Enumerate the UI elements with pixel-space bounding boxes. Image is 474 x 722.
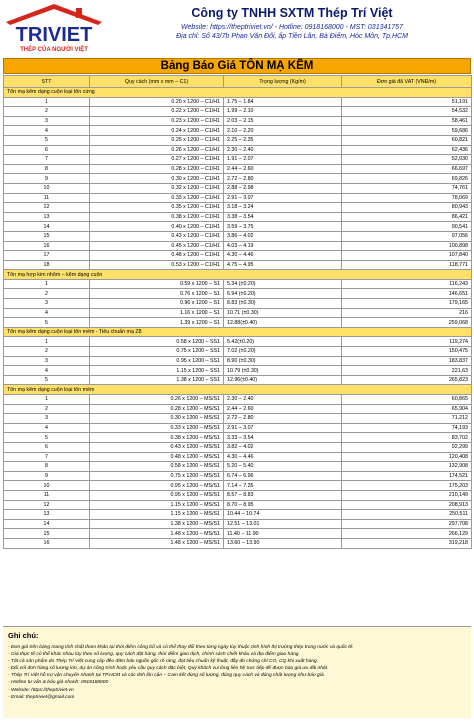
table-row (4, 414, 472, 424)
weight-cell: 8.90 (±0.30) (224, 356, 342, 366)
stt-cell: 3 (4, 299, 90, 309)
price-cell: 78,069 (342, 193, 472, 203)
stt-cell: 18 (4, 260, 90, 270)
note-line: - Hotline tư vấn & báo giá nhanh: 0918168000 (8, 680, 109, 686)
table-row (4, 356, 472, 366)
stt-cell: 12 (4, 500, 90, 510)
table-row (4, 404, 472, 414)
price-cell: 119,274 (342, 337, 472, 347)
price-cell: 266,129 (342, 529, 472, 539)
price-cell: 59,686 (342, 126, 472, 136)
weight-cell: 5.42(±0.20) (224, 337, 342, 347)
stt-cell: 6 (4, 442, 90, 452)
logo-text: TRIVIET (15, 24, 93, 46)
spec-cell: 0.22 x 1200 – C1/H1 (90, 107, 224, 117)
stt-cell: 1 (4, 395, 90, 405)
weight-cell: 1.91 – 2.07 (224, 155, 342, 165)
stt-cell: 3 (4, 356, 90, 366)
price-cell: 150,475 (342, 347, 472, 357)
table-row (4, 395, 472, 405)
price-table (3, 75, 472, 549)
stt-cell: 2 (4, 347, 90, 357)
price-cell: 90,541 (342, 222, 472, 232)
spec-cell: 1.16 x 1200 – S1 (90, 308, 224, 318)
price-cell: 80,943 (342, 203, 472, 213)
spec-cell: 0.23 x 1200 – C1/H1 (90, 116, 224, 126)
spec-cell: 0.35 x 1200 – C1/H1 (90, 203, 224, 213)
company-contact[interactable]: Website: https://theptriviet.vn/ - Hotline: 0918168000 - MST: 031341757 (181, 24, 403, 31)
weight-cell: 4.03 – 4.19 (224, 241, 342, 251)
stt-cell: 7 (4, 155, 90, 165)
table-row (4, 433, 472, 443)
weight-cell: 7.14 – 7.35 (224, 481, 342, 491)
price-cell: 146,651 (342, 289, 472, 299)
logo-slogan: THÉP CỦA NGƯỜI VIỆT (20, 47, 88, 53)
price-cell: 210,149 (342, 490, 472, 500)
table-row (4, 538, 472, 548)
table-row (4, 471, 472, 481)
price-cell: 62,436 (342, 145, 472, 155)
price-cell: 71,212 (342, 414, 472, 424)
weight-cell: 6.94 (±0.20) (224, 289, 342, 299)
price-cell: 60,865 (342, 395, 472, 405)
table-row (4, 289, 472, 299)
table-row (4, 203, 472, 213)
stt-cell: 3 (4, 116, 90, 126)
note-line: - Đối với đơn hàng số lượng lớn, dự án công trình hoặc yêu cầu quy cách đặc biệt, Quý khách vui lòng liên hệ trực tiếp để được báo giá ưu đãi nhất. (8, 666, 329, 672)
price-cell: 51,191 (342, 97, 472, 107)
weight-cell: 10.79 (±0.30) (224, 366, 342, 376)
table-row (4, 107, 472, 117)
column-header-weight: Trọng lượng (Kg/m) (224, 76, 342, 88)
table-row (4, 481, 472, 491)
stt-cell: 14 (4, 222, 90, 232)
price-cell: 297,708 (342, 519, 472, 529)
stt-cell: 8 (4, 462, 90, 472)
spec-cell: 1.38 x 1200 – MS/S1 (90, 519, 224, 529)
weight-cell: 2.44 – 2.60 (224, 164, 342, 174)
company-address: Địa chỉ: Số 43/7b Phan Văn Đối, ấp Tiền Lân, Bà Điểm, Hóc Môn, Tp.HCM (176, 33, 408, 40)
stt-cell: 10 (4, 481, 90, 491)
section-title: Tôn mạ hợp kim nhôm – kẽm dạng cuộn (4, 270, 472, 280)
spec-cell: 0.43 x 1200 – MS/S1 (90, 442, 224, 452)
stt-cell: 1 (4, 279, 90, 289)
price-cell: 97,056 (342, 231, 472, 241)
section-header-row (4, 270, 472, 280)
table-row (4, 135, 472, 145)
section-title: Tôn mạ kẽm dạng cuộn loại tôn mềm - Tiêu chuẩn mạ Z8 (4, 327, 472, 337)
price-cell: 69,826 (342, 174, 472, 184)
spec-cell: 0.43 x 1200 – C1/H1 (90, 231, 224, 241)
stt-cell: 16 (4, 241, 90, 251)
weight-cell: 5.34 (±0.20) (224, 279, 342, 289)
note-line: - Website: https://theptriviet.vn (8, 687, 74, 693)
weight-cell: 1.75 – 1.84 (224, 97, 342, 107)
price-cell: 74,193 (342, 423, 472, 433)
notes-list (8, 644, 466, 701)
price-cell: 118,771 (342, 260, 472, 270)
section-header-row (4, 88, 472, 98)
price-cell: 265,823 (342, 375, 472, 385)
table-row (4, 375, 472, 385)
stt-cell: 5 (4, 135, 90, 145)
stt-cell: 5 (4, 375, 90, 385)
price-cell: 86,421 (342, 212, 472, 222)
spec-cell: 0.45 x 1200 – C1/H1 (90, 241, 224, 251)
notes-section (3, 626, 471, 718)
weight-cell: 3.38 – 3.54 (224, 212, 342, 222)
spec-cell: 0.95 x 1200 – SS1 (90, 356, 224, 366)
weight-cell: 3.33 – 3.54 (224, 433, 342, 443)
table-row (4, 529, 472, 539)
stt-cell: 13 (4, 510, 90, 520)
stt-cell: 11 (4, 193, 90, 203)
note-line: - Giá thực tế có thể khác nhau tùy theo số lượng, quy cách đặt hàng, thời điểm giao dịch, chính sách chiết khấu và địa điểm giao hàng. (8, 652, 300, 658)
stt-cell: 17 (4, 251, 90, 261)
stt-cell: 14 (4, 519, 90, 529)
weight-cell: 3.18 – 3.24 (224, 203, 342, 213)
spec-cell: 1.15 x 1200 – MS/S1 (90, 510, 224, 520)
table-row (4, 183, 472, 193)
spec-cell: 0.48 x 1200 – MS/S1 (90, 452, 224, 462)
spec-cell: 0.96 x 1200 – S1 (90, 299, 224, 309)
stt-cell: 11 (4, 490, 90, 500)
price-cell: 92,299 (342, 442, 472, 452)
table-row (4, 510, 472, 520)
section-header-row (4, 327, 472, 337)
weight-cell: 2.25 – 2.35 (224, 135, 342, 145)
notes-title: Ghi chú: (8, 631, 39, 640)
stt-cell: 15 (4, 529, 90, 539)
stt-cell: 6 (4, 145, 90, 155)
spec-cell: 0.58 x 1200 – MS/S1 (90, 462, 224, 472)
section-header-row (4, 385, 472, 395)
table-row (4, 366, 472, 376)
table-row (4, 97, 472, 107)
price-cell: 132,908 (342, 462, 472, 472)
price-cell: 60,821 (342, 135, 472, 145)
weight-cell: 2.91 – 3.07 (224, 423, 342, 433)
spec-cell: 0.32 x 1200 – C1/H1 (90, 183, 224, 193)
weight-cell: 3.82 – 4.02 (224, 442, 342, 452)
note-line: - Đơn giá trên bảng mang tính chất tham khảo tại thời điểm công bố và có thể thay đổi theo từng ngày tùy thuộc tình hình thị trường thép trong nước và quốc tế. (8, 645, 354, 650)
table-row (4, 500, 472, 510)
spec-cell: 0.76 x 1200 – S1 (90, 289, 224, 299)
spec-cell: 1.48 x 1200 – MS/S1 (90, 538, 224, 548)
price-cell: 54,532 (342, 107, 472, 117)
section-title: Tôn mạ kẽm dạng cuộn loại tôn cứng (4, 88, 472, 98)
stt-cell: 10 (4, 183, 90, 193)
table-row (4, 279, 472, 289)
price-cell: 74,761 (342, 183, 472, 193)
stt-cell: 3 (4, 414, 90, 424)
table-row (4, 423, 472, 433)
table-row (4, 442, 472, 452)
page-header (0, 0, 474, 58)
note-line: - Tất cả sản phẩm do Thép Trí Việt cung cấp đều đảm bảo nguồn gốc rõ ràng, đạt tiêu chuẩn kỹ thuật, đầy đủ chứng chỉ CO, CQ khi xuất hàng. (8, 659, 319, 665)
weight-cell: 3.86 – 4.02 (224, 231, 342, 241)
table-row (4, 251, 472, 261)
table-row (4, 241, 472, 251)
stt-cell: 15 (4, 231, 90, 241)
weight-cell: 3.59 – 3.75 (224, 222, 342, 232)
price-cell: 175,203 (342, 481, 472, 491)
column-header-price: Đơn giá đã VAT (VNĐ/m) (342, 76, 472, 88)
price-table-container (3, 75, 471, 549)
spec-cell: 0.27 x 1200 – C1/H1 (90, 155, 224, 165)
company-name: Công ty TNHH SXTM Thép Trí Việt (191, 6, 393, 20)
spec-cell: 0.38 x 1200 – MS/S1 (90, 433, 224, 443)
weight-cell: 2.91 – 3.07 (224, 193, 342, 203)
table-row (4, 155, 472, 165)
stt-cell: 12 (4, 203, 90, 213)
weight-cell: 10.71 (±0.30) (224, 308, 342, 318)
price-cell: 52,030 (342, 155, 472, 165)
weight-cell: 10.44 – 10.74 (224, 510, 342, 520)
spec-cell: 1.38 x 1200 – SS1 (90, 375, 224, 385)
table-row (4, 490, 472, 500)
weight-cell: 12.88(±0.40) (224, 318, 342, 328)
spec-cell: 0.38 x 1200 – C1/H1 (90, 212, 224, 222)
weight-cell: 1.99 – 2.10 (224, 107, 342, 117)
spec-cell: 1.15 x 1200 – MS/S1 (90, 500, 224, 510)
weight-cell: 7.02 (±0.20) (224, 347, 342, 357)
table-row (4, 318, 472, 328)
price-cell: 120,408 (342, 452, 472, 462)
table-row (4, 145, 472, 155)
weight-cell: 2.10 – 2.20 (224, 126, 342, 136)
table-row (4, 299, 472, 309)
stt-cell: 4 (4, 126, 90, 136)
stt-cell: 2 (4, 289, 90, 299)
spec-cell: 0.28 x 1200 – MS/S1 (90, 404, 224, 414)
price-cell: 208,913 (342, 500, 472, 510)
table-row (4, 212, 472, 222)
stt-cell: 1 (4, 337, 90, 347)
spec-cell: 0.30 x 1200 – C1/H1 (90, 174, 224, 184)
spec-cell: 0.33 x 1200 – C1/H1 (90, 193, 224, 203)
table-row (4, 347, 472, 357)
table-row (4, 231, 472, 241)
stt-cell: 9 (4, 471, 90, 481)
price-table-body (4, 88, 472, 549)
spec-cell: 0.24 x 1200 – C1/H1 (90, 126, 224, 136)
price-cell: 259,068 (342, 318, 472, 328)
table-row (4, 308, 472, 318)
table-row (4, 126, 472, 136)
spec-cell: 1.48 x 1200 – MS/S1 (90, 529, 224, 539)
table-row (4, 193, 472, 203)
spec-cell: 0.28 x 1200 – C1/H1 (90, 164, 224, 174)
table-header-row (4, 76, 472, 88)
price-cell: 83,702 (342, 433, 472, 443)
weight-cell: 8.83 (±0.30) (224, 299, 342, 309)
price-cell: 216 (342, 308, 472, 318)
spec-cell: 1.15 x 1200 – SS1 (90, 366, 224, 376)
spec-cell: 0.33 x 1200 – MS/S1 (90, 423, 224, 433)
stt-cell: 9 (4, 174, 90, 184)
price-cell: 183,837 (342, 356, 472, 366)
weight-cell: 12.96(±0.40) (224, 375, 342, 385)
weight-cell: 2.88 – 2.98 (224, 183, 342, 193)
stt-cell: 5 (4, 433, 90, 443)
weight-cell: 2.30 – 2.40 (224, 145, 342, 155)
table-row (4, 462, 472, 472)
weight-cell: 4.30 – 4.46 (224, 251, 342, 261)
table-row (4, 452, 472, 462)
price-table-title: Bảng Báo Giá TÔN MẠ KẼM (3, 58, 471, 74)
spec-cell: 0.95 x 1200 – MS/S1 (90, 490, 224, 500)
price-cell: 100,898 (342, 241, 472, 251)
spec-cell: 0.75 x 1200 – SS1 (90, 347, 224, 357)
stt-cell: 7 (4, 452, 90, 462)
spec-cell: 0.26 x 1200 – MS/S1 (90, 395, 224, 405)
weight-cell: 11.40 – 11.90 (224, 529, 342, 539)
spec-cell: 0.20 x 1200 – C1/H1 (90, 97, 224, 107)
section-title: Tôn mạ kẽm dạng cuộn loại tôn mềm (4, 385, 472, 395)
price-cell: 319,218 (342, 538, 472, 548)
weight-cell: 8.57 – 8.83 (224, 490, 342, 500)
table-row (4, 519, 472, 529)
column-header-spec: Quy cách (mm x mm – C1) (90, 76, 224, 88)
table-row (4, 260, 472, 270)
spec-cell: 0.58 x 1200 – SS1 (90, 337, 224, 347)
stt-cell: 2 (4, 107, 90, 117)
spec-cell: 1.39 x 1200 – S1 (90, 318, 224, 328)
stt-cell: 2 (4, 404, 90, 414)
table-row (4, 222, 472, 232)
weight-cell: 5.20 – 5.40 (224, 462, 342, 472)
stt-cell: 1 (4, 97, 90, 107)
spec-cell: 0.95 x 1200 – MS/S1 (90, 481, 224, 491)
price-cell: 174,521 (342, 471, 472, 481)
spec-cell: 0.40 x 1200 – C1/H1 (90, 222, 224, 232)
price-cell: 250,511 (342, 510, 472, 520)
weight-cell: 2.72 – 2.80 (224, 414, 342, 424)
price-cell: 179,165 (342, 299, 472, 309)
stt-cell: 16 (4, 538, 90, 548)
spec-cell: 0.48 x 1200 – C1/H1 (90, 251, 224, 261)
stt-cell: 4 (4, 423, 90, 433)
spec-cell: 0.26 x 1200 – C1/H1 (90, 145, 224, 155)
stt-cell: 4 (4, 308, 90, 318)
price-cell: 65,904 (342, 404, 472, 414)
weight-cell: 4.75 – 4.95 (224, 260, 342, 270)
spec-cell: 0.30 x 1200 – MS/S1 (90, 414, 224, 424)
weight-cell: 4.30 – 4.46 (224, 452, 342, 462)
stt-cell: 5 (4, 318, 90, 328)
weight-cell: 2.72 – 2.80 (224, 174, 342, 184)
weight-cell: 2.44 – 2.60 (224, 404, 342, 414)
price-cell: 107,840 (342, 251, 472, 261)
stt-cell: 13 (4, 212, 90, 222)
table-row (4, 174, 472, 184)
weight-cell: 2.03 – 2.15 (224, 116, 342, 126)
table-row (4, 164, 472, 174)
table-row (4, 337, 472, 347)
stt-cell: 4 (4, 366, 90, 376)
company-info (112, 6, 472, 40)
stt-cell: 8 (4, 164, 90, 174)
price-cell: 221,63 (342, 366, 472, 376)
weight-cell: 2.30 – 2.40 (224, 395, 342, 405)
weight-cell: 8.70 – 8.95 (224, 500, 342, 510)
weight-cell: 6.74 – 6.96 (224, 471, 342, 481)
weight-cell: 13.60 – 13.90 (224, 538, 342, 548)
note-line: - Thép Trí Việt hỗ trợ vận chuyển nhanh tại TP.HCM và các tỉnh lân cận – Cam kết đúng số lượng, đúng quy cách và đúng chất lượng như báo giá. (8, 673, 325, 679)
triviet-logo (2, 2, 106, 54)
price-cell: 58,461 (342, 116, 472, 126)
price-cell: 66,697 (342, 164, 472, 174)
column-header-stt: STT (4, 76, 90, 88)
spec-cell: 0.75 x 1200 – MS/S1 (90, 471, 224, 481)
weight-cell: 12.51 – 13.01 (224, 519, 342, 529)
spec-cell: 0.25 x 1200 – C1/H1 (90, 135, 224, 145)
spec-cell: 0.53 x 1200 – C1/H1 (90, 260, 224, 270)
price-cell: 116,243 (342, 279, 472, 289)
table-row (4, 116, 472, 126)
spec-cell: 0.59 x 1200 – S1 (90, 279, 224, 289)
note-line: - Email: theptriviet@gmail.com (8, 694, 75, 700)
